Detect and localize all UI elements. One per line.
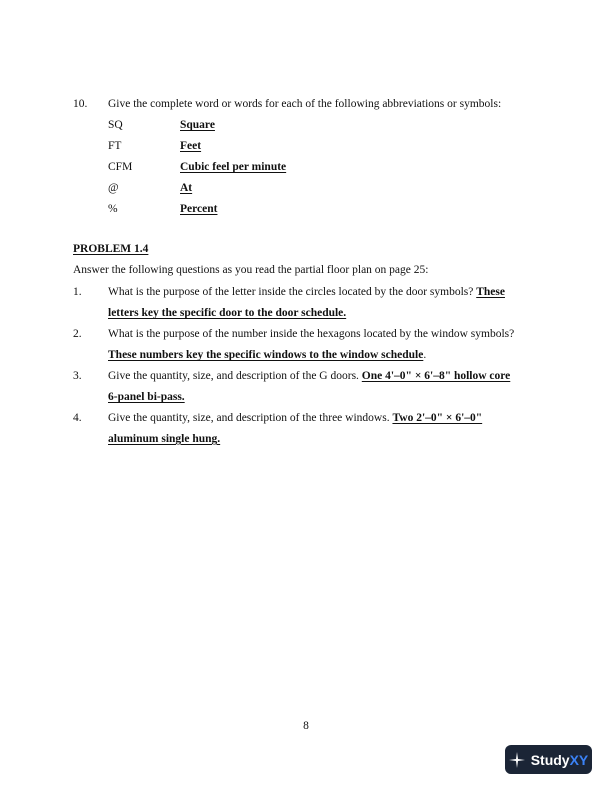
studyxy-badge[interactable] <box>505 745 592 774</box>
question-1-number: 1. <box>73 286 82 298</box>
answer-ft: Feet <box>180 140 202 152</box>
question-2-period: . <box>423 349 427 361</box>
question-3-number: 3. <box>73 370 82 382</box>
question-2-text: What is the purpose of the number inside the hexagons located by the window symbols? <box>108 328 515 340</box>
abbreviation-percent: % <box>108 203 118 215</box>
question-3-answer-start: One 4'–0" × 6'–8" hollow core <box>361 370 511 382</box>
problem-heading: PROBLEM 1.4 <box>73 243 149 255</box>
page-number: 8 <box>303 720 309 732</box>
question-4-line-1 <box>108 412 482 424</box>
plus-sparkle-icon <box>509 752 525 768</box>
question-10-prompt: Give the complete word or words for each of the following abbreviations or symbols: <box>108 98 502 110</box>
problem-intro: Answer the following questions as you read the partial floor plan on page 25: <box>73 264 429 276</box>
question-2-number: 2. <box>73 328 82 340</box>
question-3-answer-end: 6-panel bi-pass. <box>108 391 185 403</box>
question-4-text: Give the quantity, size, and description of the three windows. <box>108 412 390 424</box>
question-4-number: 4. <box>73 412 82 424</box>
question-1-line-1 <box>108 286 505 298</box>
question-1-text: What is the purpose of the letter inside the circles located by the door symbols? <box>108 286 474 298</box>
question-10-number: 10. <box>73 98 88 110</box>
answer-cfm: Cubic feel per minute <box>180 161 287 173</box>
question-4-answer-end: aluminum single hung. <box>108 433 221 445</box>
question-3-text: Give the quantity, size, and description of the G doors. <box>108 370 359 382</box>
brand-name <box>531 752 589 768</box>
abbreviation-sq: SQ <box>108 119 123 131</box>
question-1-answer-end: letters key the specific door to the door schedule. <box>108 307 347 319</box>
question-2-line-2 <box>108 349 426 361</box>
answer-percent: Percent <box>180 203 218 215</box>
question-1-answer-start: These <box>476 286 505 298</box>
abbreviation-at: @ <box>108 182 119 194</box>
brand-suffix: XY <box>569 751 589 768</box>
question-4-answer-start: Two 2'–0" × 6'–0" <box>392 412 483 424</box>
abbreviation-cfm: CFM <box>108 161 133 173</box>
answer-sq: Square <box>180 119 215 131</box>
answer-at: At <box>180 182 193 194</box>
brand-prefix: Study <box>530 751 570 768</box>
question-3-line-1 <box>108 370 510 382</box>
question-2-answer: These numbers key the specific windows to the window schedule <box>108 349 424 361</box>
abbreviation-ft: FT <box>108 140 122 152</box>
